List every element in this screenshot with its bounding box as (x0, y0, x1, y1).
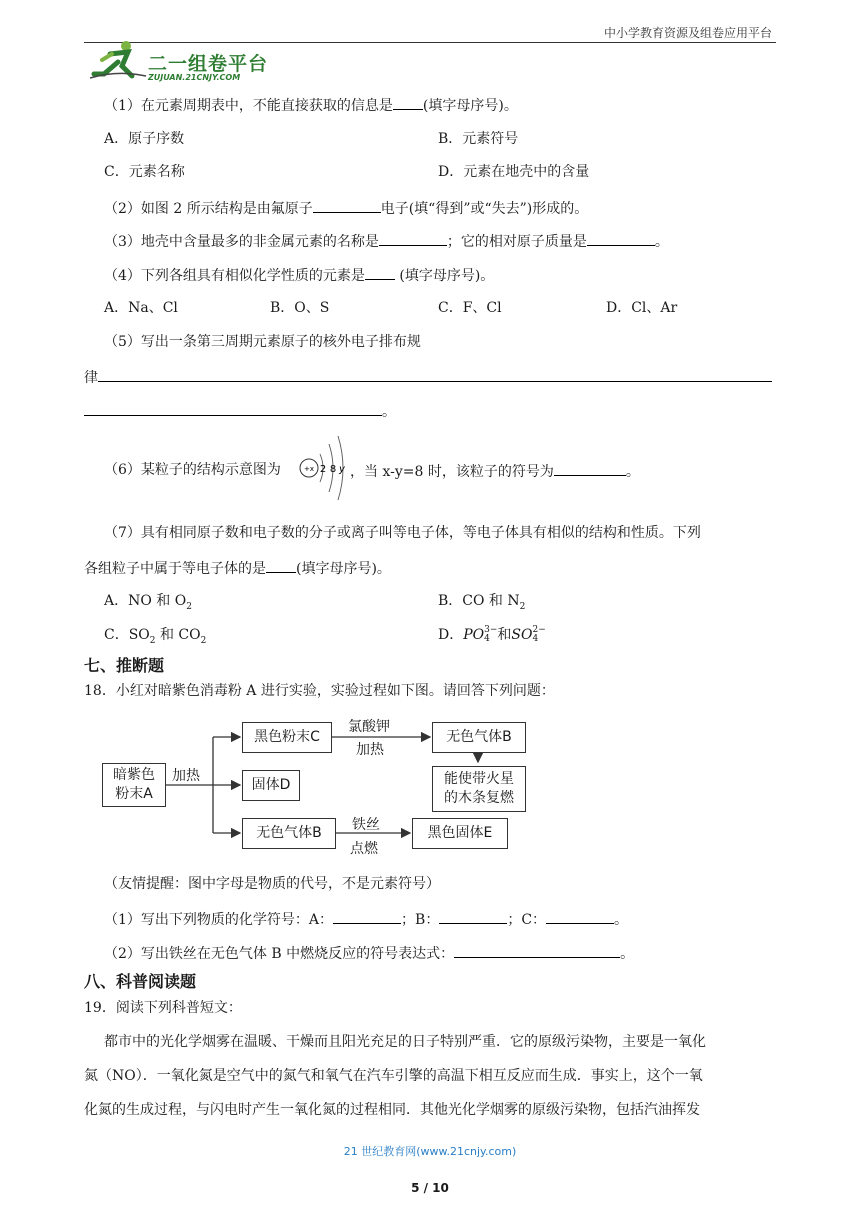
substance-b-box: 无色气体B (242, 818, 336, 849)
substance-c-box: 黑色粉末C (242, 722, 332, 753)
option-c-text2: 和 CO (155, 627, 201, 643)
section-title: 八、科普阅读题 (84, 972, 197, 991)
option-d-label: D． (438, 627, 464, 643)
passage-line: 氮（NO）．一氧化氮是空气中的氮气和氧气在汽车引擎的高温下相互反应而生成．事实上，这个一氧 (84, 1068, 703, 1084)
subscript: 2 (200, 635, 207, 646)
option-a: A．Na、Cl (104, 300, 178, 316)
q18-part2-text: （2）写出铁丝在无色气体 B 中燃烧反应的符号表达式： (104, 946, 455, 962)
answer-blank[interactable] (587, 230, 655, 246)
option-a: A．原子序数 (104, 131, 185, 147)
option-a-text: A．NO 和 O (104, 593, 187, 609)
q17-part5-line3 (84, 400, 396, 422)
q18-part2 (104, 942, 634, 964)
logo-title: 二一组卷平台 (148, 53, 269, 75)
header-divider (84, 42, 776, 43)
q17-part3-end: 。 (654, 234, 669, 250)
option-b (438, 591, 525, 617)
logo-subtitle: ZUJUAN.21CNJY.COM (148, 73, 241, 82)
answer-blank[interactable] (266, 557, 296, 573)
substance-a-box: 暗紫色 粉末A (102, 763, 166, 807)
option-a (104, 591, 192, 617)
q17-part3 (104, 230, 669, 252)
ignite-label: 点燃 (350, 841, 378, 857)
page-number: 5 / 10 (411, 1181, 449, 1195)
option-b: B．O、S (270, 300, 330, 316)
q17-part6 (104, 460, 281, 480)
q18-part1-text: （1）写出下列物质的化学符号：A： (104, 912, 334, 928)
atom-shell1-label: 2 (319, 464, 327, 475)
oxygen-test-box: 能使带火星 的木条复燃 (432, 766, 526, 812)
q17-part2 (104, 197, 588, 219)
iron-wire-label: 铁丝 (352, 817, 380, 833)
option-c: C．F、Cl (438, 300, 502, 316)
q17-part4-tail: (填字母序号)。 (394, 268, 495, 284)
subscript: 4 (532, 634, 539, 644)
option-c: C．元素名称 (104, 164, 185, 180)
runner-logo-icon (88, 40, 148, 82)
subscript: 2 (149, 635, 156, 646)
kclo3-label: 氯酸钾 (348, 719, 390, 735)
q17-part5-text: 律 (84, 370, 98, 386)
answer-blank[interactable] (333, 908, 401, 924)
q18-part2-end: 。 (620, 946, 635, 962)
answer-blank[interactable] (84, 400, 382, 416)
subscript: 2 (186, 601, 192, 612)
substance-e-box: 黑色固体E (412, 818, 508, 849)
option-d (438, 625, 546, 645)
passage-line: 都市中的光化学烟雾在温暖、干燥而且阳光充足的日子特别严重．它的原级污染物，主要是一氧化 (104, 1034, 706, 1050)
answer-blank[interactable] (365, 264, 395, 280)
option-c-text: C．SO (104, 627, 150, 643)
option-d: D．Cl、Ar (606, 300, 678, 316)
atom-nucleus-label: +x (303, 465, 315, 473)
subscript: 2 (519, 601, 526, 612)
superscript: 2− (532, 625, 546, 635)
question-18: 18．小红对暗紫色消毒粉 A 进行实验，实验过程如下图。请回答下列问题： (84, 683, 555, 699)
q17-part7-tail: (填字母序号)。 (296, 561, 391, 577)
option-d: D．元素在地壳中的含量 (438, 164, 590, 180)
answer-blank[interactable] (439, 908, 507, 924)
q17-part6-tail (350, 460, 640, 482)
q17-part7-line2 (84, 557, 391, 579)
q17-part6-question: ，当 x-y=8 时，该粒子的符号为 (350, 464, 554, 480)
answer-blank[interactable] (379, 230, 447, 246)
q17-part6-end: 。 (625, 464, 640, 480)
q17-part7-text: 各组粒子中属于等电子体的是 (84, 561, 266, 577)
question-19: 19．阅读下列科普短文： (84, 1000, 242, 1016)
atom-shell3-label: y (339, 464, 345, 475)
answer-blank[interactable] (546, 908, 614, 924)
q17-part4-text: （4）下列各组具有相似化学性质的元素是 (104, 268, 365, 284)
q17-part4 (104, 264, 494, 286)
footer-site-link[interactable]: 21 世纪教育网(www.21cnjy.com) (343, 1145, 517, 1158)
answer-blank[interactable] (98, 366, 772, 382)
option-c (104, 625, 206, 651)
passage-line: 化氮的生成过程，与闪电时产生一氧化氮的过程相同．其他光化学烟雾的原级污染物，包括汽油挥发 (84, 1102, 700, 1118)
q17-part3-mid: ；它的相对原子质量是 (446, 234, 587, 250)
q17-part1 (104, 94, 518, 116)
answer-blank[interactable] (554, 460, 626, 476)
q17-part1-tail: (填字母序号)。 (422, 98, 518, 114)
q18-part1 (104, 908, 628, 930)
formula-phosphate: PO (463, 627, 485, 643)
q17-part5: （5）写出一条第三周期元素原子的核外电子排布规 (104, 334, 421, 350)
answer-blank[interactable] (313, 197, 381, 213)
option-d-and: 和 (497, 627, 512, 643)
hint-text: （友情提醒：图中字母是物质的代号，不是元素符号） (104, 876, 440, 892)
q17-part1-text: （1）在元素周期表中，不能直接获取的信息是 (104, 98, 393, 114)
heat-label: 加热 (172, 768, 200, 784)
formula-sulfate: SO (511, 627, 533, 643)
atom-shell2-label: 8 (329, 464, 337, 475)
option-b-text: B．CO 和 N (438, 593, 520, 609)
q18-part1-c: ；C： (507, 912, 547, 928)
platform-title: 中小学教育资源及组卷应用平台 (603, 26, 772, 40)
q17-part2-text: （2）如图 2 所示结构是由氟原子 (104, 201, 313, 217)
option-b: B．元素符号 (438, 131, 519, 147)
q17-part5-end: 。 (382, 404, 396, 420)
q17-part2-tail: 电子(填“得到”或“失去”)形成的。 (380, 201, 589, 217)
gas-b-box: 无色气体B (432, 722, 526, 753)
q18-part1-b: ；B： (401, 912, 440, 928)
subscript: 4 (484, 634, 490, 644)
superscript: 3− (484, 625, 498, 635)
heat-label-2: 加热 (356, 742, 384, 758)
answer-blank[interactable] (393, 94, 423, 110)
atom-structure-diagram (298, 432, 350, 504)
substance-d-box: 固体D (242, 770, 300, 801)
q17-part7: （7）具有相同原子数和电子数的分子或离子叫等电子体，等电子体具有相似的结构和性质。下列 (104, 525, 701, 541)
section-title: 七、推断题 (84, 656, 165, 675)
q17-part5-line2 (84, 366, 772, 388)
q17-part3-text: （3）地壳中含量最多的非金属元素的名称是 (104, 234, 379, 250)
q17-part6-text: （6）某粒子的结构示意图为 (104, 462, 281, 478)
q18-part1-end: 。 (614, 912, 629, 928)
answer-blank[interactable] (454, 942, 620, 958)
